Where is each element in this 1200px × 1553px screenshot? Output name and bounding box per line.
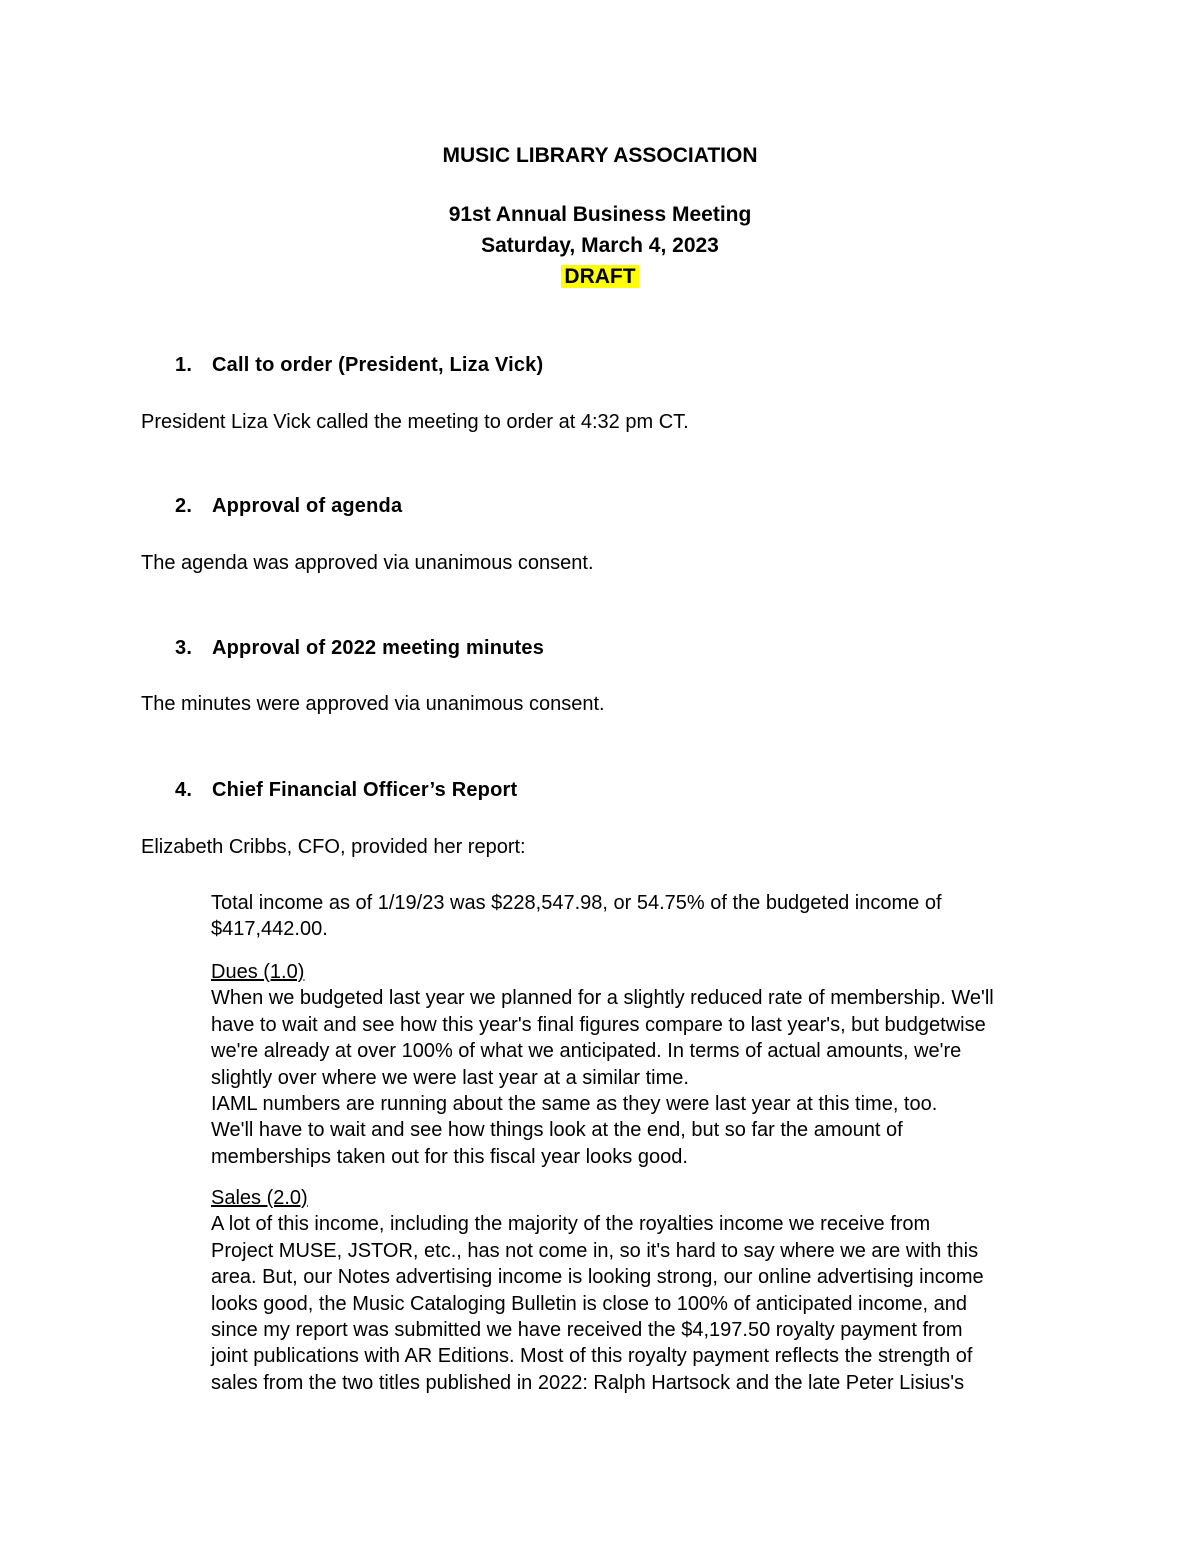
- sales-heading: Sales (2.0): [211, 1187, 308, 1209]
- sales-line: area. But, our Notes advertising income is looking strong, our online advertising income: [211, 1266, 984, 1289]
- meeting-date: Saturday, March 4, 2023: [481, 234, 719, 257]
- section-number: 2.: [175, 495, 193, 517]
- section-heading-minutes: [175, 634, 544, 662]
- report-intro-line: Total income as of 1/19/23 was $228,547.98, or 54.75% of the budgeted income of: [211, 892, 942, 914]
- section-body-call-to-order: President Liza Vick called the meeting to order at 4:32 pm CT.: [141, 411, 689, 433]
- report-intro-line: $417,442.00.: [211, 918, 328, 941]
- section-body-minutes: The minutes were approved via unanimous consent.: [141, 693, 605, 715]
- dues-line: IAML numbers are running about the same as they were last year at this time, too.: [211, 1093, 938, 1116]
- dues-line: memberships taken out for this fiscal year looks good.: [211, 1145, 688, 1168]
- dues-line: We'll have to wait and see how things look at the end, but so far the amount of: [211, 1119, 903, 1142]
- dues-block: [211, 959, 1071, 1170]
- sales-line: A lot of this income, including the majority of the royalties income we receive from: [211, 1213, 931, 1236]
- draft-line: [0, 262, 1200, 292]
- section-number: 4.: [175, 779, 193, 801]
- section-number: 3.: [175, 637, 193, 659]
- sales-line: looks good, the Music Cataloging Bulletin is close to 100% of anticipated income, and: [211, 1292, 968, 1315]
- report-intro: [211, 890, 1071, 943]
- sales-line: since my report was submitted we have received the $4,197.50 royalty payment from: [211, 1319, 963, 1342]
- org-title: MUSIC LIBRARY ASSOCIATION: [442, 144, 758, 167]
- section-title: Approval of agenda: [212, 495, 403, 517]
- dues-line: When we budgeted last year we planned for a slightly reduced rate of membership. We'll: [211, 987, 994, 1010]
- dues-heading: Dues (1.0): [211, 961, 305, 983]
- section-body-cfo-report: Elizabeth Cribbs, CFO, provided her report:: [141, 836, 526, 858]
- section-heading-cfo-report: [175, 776, 517, 804]
- section-number: 1.: [175, 354, 193, 376]
- section-body-agenda: The agenda was approved via unanimous consent.: [141, 552, 594, 574]
- draft-badge: DRAFT: [561, 265, 638, 288]
- sales-line: sales from the two titles published in 2022: Ralph Hartsock and the late Peter Lisius's: [211, 1371, 965, 1394]
- dues-line: have to wait and see how this year's final figures compare to last year's, but budgetwise: [211, 1013, 986, 1036]
- dues-line: we're already at over 100% of what we anticipated. In terms of actual amounts, we're: [211, 1040, 962, 1063]
- section-title: Chief Financial Officer’s Report: [212, 779, 518, 801]
- sales-line: joint publications with AR Editions. Most of this royalty payment reflects the strength of: [211, 1345, 973, 1368]
- section-title: Approval of 2022 meeting minutes: [212, 637, 545, 659]
- sales-line: Project MUSE, JSTOR, etc., has not come in, so it's hard to say where we are with this: [211, 1239, 979, 1262]
- section-title: Call to order (President, Liza Vick): [212, 354, 544, 376]
- dues-line: slightly over where we were last year at a similar time.: [211, 1066, 689, 1089]
- meeting-title: 91st Annual Business Meeting: [448, 203, 752, 226]
- sales-block: [211, 1185, 1071, 1396]
- section-heading-agenda: [175, 492, 402, 520]
- section-heading-call-to-order: [175, 351, 543, 379]
